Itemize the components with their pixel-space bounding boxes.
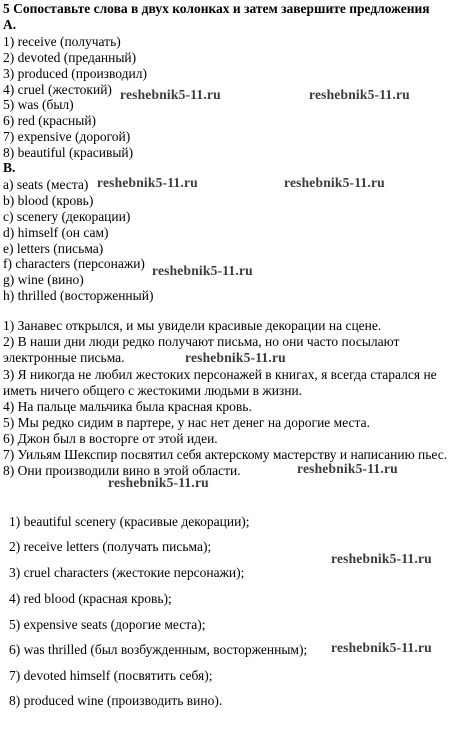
- section-a-item: 8) beautiful (красивый): [3, 145, 134, 160]
- answer-line: 6) was thrilled (был возбужденным, восторженным);: [9, 642, 308, 657]
- section-a-item: 3) produced (производил): [3, 66, 147, 81]
- section-b-label: B.: [3, 160, 16, 175]
- watermark: reshebnik5-11.ru: [284, 175, 385, 190]
- section-a-item: 1) receive (получать): [3, 34, 121, 49]
- watermark: reshebnik5-11.ru: [309, 87, 410, 102]
- section-a-label: A.: [3, 17, 17, 32]
- sentence-line: 5) Мы редко сидим в партере, у нас нет денег на дорогие места.: [3, 415, 370, 430]
- answer-line: 5) expensive seats (дорогие места);: [9, 617, 206, 632]
- watermark: reshebnik5-11.ru: [331, 640, 432, 655]
- section-a-item: 5) was (был): [3, 97, 74, 112]
- section-b-item: b) blood (кровь): [3, 193, 94, 208]
- section-a-item: 7) expensive (дорогой): [3, 129, 131, 144]
- sentence-line: иметь ничего общего с жестокими людьми в жизни.: [3, 383, 303, 398]
- watermark: reshebnik5-11.ru: [120, 87, 221, 102]
- watermark: reshebnik5-11.ru: [297, 461, 398, 476]
- watermark: reshebnik5-11.ru: [97, 175, 198, 190]
- watermark: reshebnik5-11.ru: [108, 475, 209, 490]
- section-b-item: d) himself (он сам): [3, 225, 109, 240]
- sentence-line: 3) Я никогда не любил жестоких персонажей в книгах, я всегда старался не: [3, 367, 437, 382]
- section-a-item: 2) devoted (преданный): [3, 50, 137, 65]
- section-a-item: 4) cruel (жестокий): [3, 82, 112, 97]
- section-b-item: a) seats (места): [3, 177, 89, 192]
- watermark: reshebnik5-11.ru: [331, 551, 432, 566]
- sentence-line: 6) Джон был в восторге от этой идеи.: [3, 431, 218, 446]
- section-b-item: h) thrilled (восторженный): [3, 288, 154, 303]
- section-a-item: 6) red (красный): [3, 113, 97, 128]
- answer-line: 2) receive letters (получать письма);: [9, 539, 212, 554]
- answer-line: 8) produced wine (производить вино).: [9, 693, 223, 708]
- section-b-item: g) wine (вино): [3, 272, 84, 287]
- answer-line: 1) beautiful scenery (красивые декорации);: [9, 514, 250, 529]
- section-b-item: e) letters (письма): [3, 241, 104, 256]
- sentence-line: 1) Занавес открылся, и мы увидели красивые декорации на сцене.: [3, 318, 382, 333]
- watermark: reshebnik5-11.ru: [152, 263, 253, 278]
- answer-line: 7) devoted himself (посвятить себя);: [9, 668, 213, 683]
- answer-line: 3) cruel characters (жестокие персонажи);: [9, 565, 245, 580]
- exercise-title: 5 Сопоставьте слова в двух колонках и затем завершите предложения: [3, 1, 430, 16]
- sentence-line: 8) Они производили вино в этой области.: [3, 463, 241, 478]
- section-b-item: c) scenery (декорации): [3, 209, 131, 224]
- sentence-line: электронные письма.: [3, 350, 125, 365]
- watermark: reshebnik5-11.ru: [185, 350, 286, 365]
- answer-line: 4) red blood (красная кровь);: [9, 591, 172, 606]
- sentence-line: 2) В наши дни люди редко получают письма, но они часто посылают: [3, 334, 400, 349]
- section-b-item: f) characters (персонажи): [3, 256, 145, 271]
- sentence-line: 4) На пальце мальчика была красная кровь.: [3, 399, 252, 414]
- sentence-line: 7) Уильям Шекспир посвятил себя актерскому мастерству и написанию пьес.: [3, 447, 448, 462]
